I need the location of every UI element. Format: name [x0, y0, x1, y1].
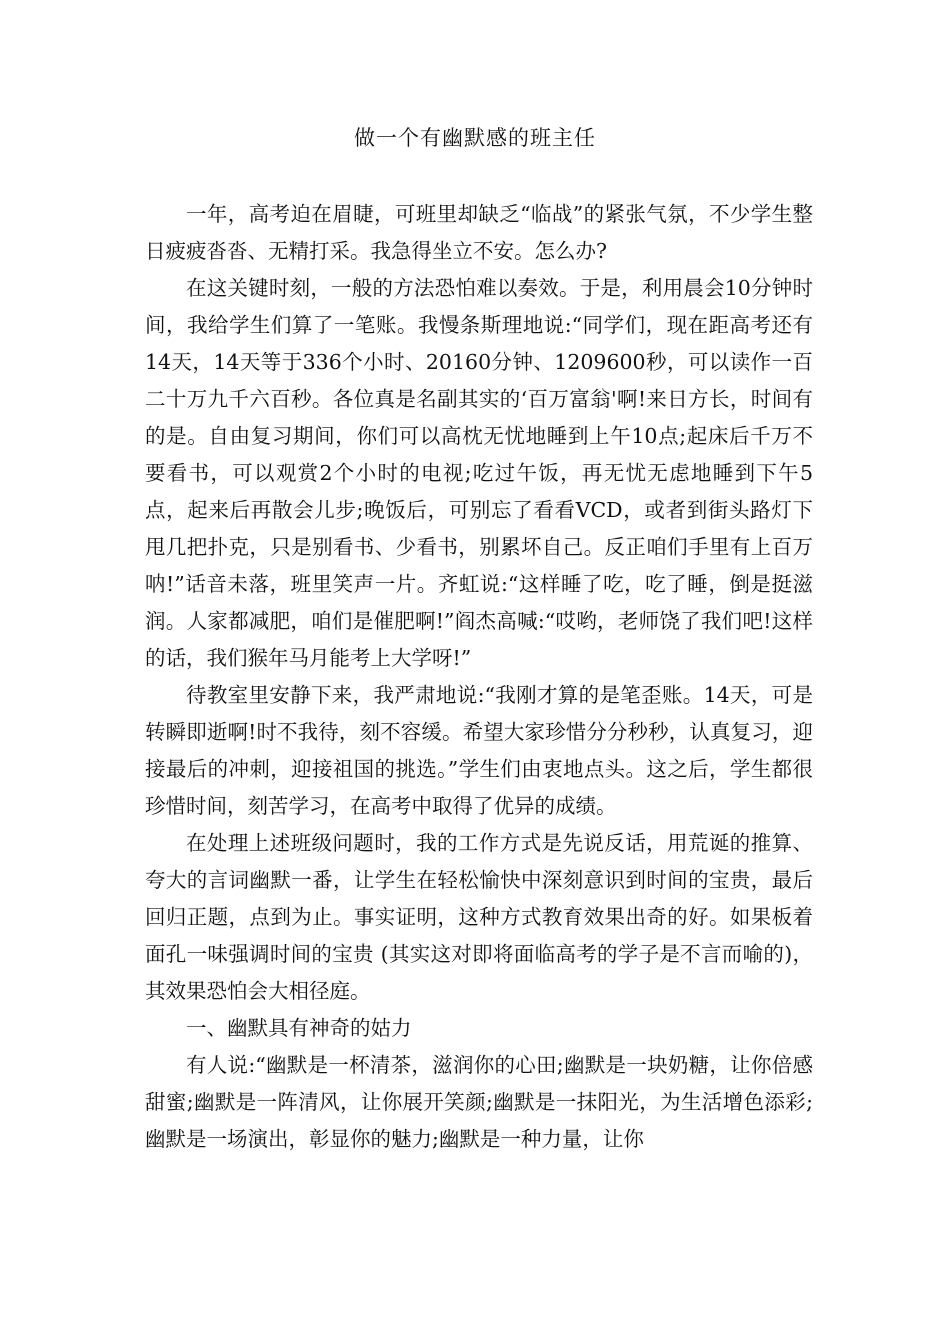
paragraph: 一年，高考迫在眉睫，可班里却缺乏“临战”的紧张气氛，不少学生整日疲疲沓沓、无精打采。我急得坐立不安。怎么办?	[145, 202, 813, 263]
document-title: 做一个有幽默感的班主任	[354, 126, 596, 150]
paragraph: 有人说:“幽默是一杯清茶，滋润你的心田;幽默是一块奶糖，让你倍感甜蜜;幽默是一阵清风，让你展开笑颜;幽默是一抹阳光，为生活增色添彩;幽默是一场演出，彰显你的魅力;幽默是一种力量，让你	[145, 1053, 813, 1151]
paragraph: 待教室里安静下来，我严肃地说:“我刚才算的是笔歪账。14天，可是转瞬即逝啊!时不我待，刻不容缓。希望大家珍惜分分秒秒，认真复习，迎接最后的冲刺，迎接祖国的挑选。”学生们由衷地点头。这之后，学生都很珍惜时间，刻苦学习，在高考中取得了优异的成绩。	[145, 683, 813, 818]
paragraph: 在这关键时刻，一般的方法恐怕难以奏效。于是，利用晨会10分钟时间，我给学生们算了一笔账。我慢条斯理地说:“同学们，现在距高考还有14天，14天等于336个小时、20160分钟、1209600秒，可以读作一百二十万九千六百秒。各位真是名副其实的‘百万富翁'啊!来日方长，时间有的是。自由复习期间，你们可以高枕无忧地睡到上午10点;起床后千万不要看书，可以观赏2个小时的电视;吃过午饭，再无忧无虑地睡到下午5点，起来后再散会儿步;晚饭后，可别忘了看看VCD，或者到街头路灯下甩几把扑克，只是别看书、少看书，别累坏自己。反正咱们手里有上百万呐!”话音未落，班里笑声一片。齐虹说:“这样睡了吃，吃了睡，倒是挺滋润。人家都减肥，咱们是催肥啊!”阎杰高喊:“哎哟，老师饶了我们吧!这样的话，我们猴年马月能考上大学呀!”	[145, 276, 813, 670]
document-body	[145, 196, 813, 1158]
section-heading: 一、幽默具有神奇的姑力	[186, 1016, 412, 1040]
paragraph: 在处理上述班级问题时，我的工作方式是先说反话，用荒诞的推算、夸大的言词幽默一番，让学生在轻松愉快中深刻意识到时间的宝贵，最后回归正题，点到为止。事实证明，这种方式教育效果出奇的好。如果板着面孔一味强调时间的宝贵 (其实这对即将面临高考的学子是不言而喻的)，其效果恐怕会大相径庭。	[145, 831, 813, 1003]
